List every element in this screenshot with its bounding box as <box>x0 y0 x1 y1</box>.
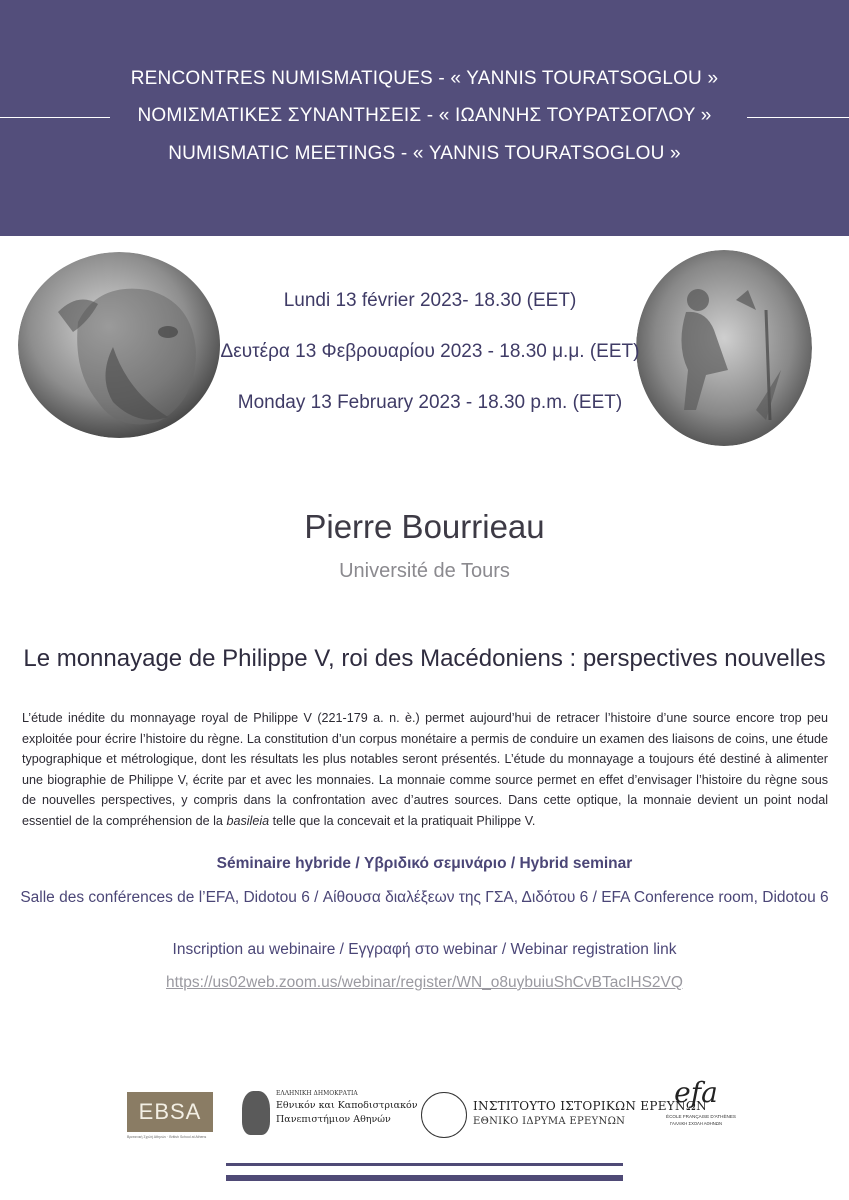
coin-satyr-head-image <box>18 252 221 438</box>
nkua-name-line1: Εθνικόν και Καποδιστριακόν <box>276 1100 418 1111</box>
athena-emblem-icon <box>242 1091 270 1135</box>
speaker-name: Pierre Bourrieau <box>304 508 545 545</box>
registration-label: Inscription au webinaire / Εγγραφή στο webinar / Webinar registration link <box>172 941 677 958</box>
nkua-top-line: ΕΛΛΗΝΙΚΗ ΔΗΜΟΚΡΑΤΙΑ <box>276 1090 358 1097</box>
ihr-seal-icon <box>421 1092 467 1138</box>
efa-logo <box>666 1076 736 1140</box>
talk-abstract <box>22 708 828 832</box>
ebsa-caption: Βρετανική Σχολή Αθηνών · British School at Athens <box>127 1135 207 1139</box>
header-rule-right <box>747 117 849 118</box>
coin-seated-figure-image <box>636 250 812 446</box>
abstract-text-1: L’étude inédite du monnayage royal de Philippe V (221-179 a. n. è.) permet aujourd’hui de retracer l’histoire d’une source encore trop peu exploitée pour écrire l’histoire du règne. La constitution d’un corpus monétaire a permis de conduire un examen des liaisons de coins, une étude typographique et métrologique, dont les résultats les plus notables seront présentés. L’étude du monnayage a toujours été destiné à alimenter une biographie de Philippe V, écrite par et avec les monnaies. La monnaie comme source permet en effet d’envisager l’histoire du règne sous de nouvelles perspectives, y compris dans la confrontation avec d’autres sources. Dans cette optique, la monnaie devient un point nodal essentiel de la compréhension de la <box>22 711 828 828</box>
header-title-gr: ΝΟΜΙΣΜΑΤΙΚΕΣ ΣΥΝΑΝΤΗΣΕΙΣ - « ΙΩΑΝΝΗΣ ΤΟΥΡΑΤΣΟΓΛΟΥ » <box>137 105 712 126</box>
date-en: Monday 13 February 2023 - 18.30 p.m. (EET) <box>237 392 623 413</box>
abstract-text-2: telle que la concevait et la pratiquait Philippe V. <box>269 813 536 828</box>
header-banner <box>0 0 849 236</box>
date-fr: Lundi 13 février 2023- 18.30 (EET) <box>283 290 577 311</box>
abstract-italic-term: basileia <box>226 813 270 828</box>
ihr-name-line1: ΙΝΣΤΙΤΟΥΤΟ ΙΣΤΟΡΙΚΩΝ ΕΡΕΥΝΩΝ <box>473 1099 707 1113</box>
header-title-en: NUMISMATIC MEETINGS - « YANNIS TOURATSOGLOU » <box>168 143 681 164</box>
ebsa-mark: EBSA <box>138 1099 202 1124</box>
seminar-type: Séminaire hybride / Υβριδικό σεμινάριο / Hybrid seminar <box>216 855 633 872</box>
ebsa-logo <box>127 1092 213 1132</box>
footer-rule-bottom <box>226 1175 623 1181</box>
registration-link[interactable]: https://us02web.zoom.us/webinar/register/WN_o8uybuiuShCvBTacIHS2VQ <box>166 974 683 991</box>
header-rule-left <box>0 117 110 118</box>
talk-title: Le monnayage de Philippe V, roi des Macédoniens : perspectives nouvelles <box>23 645 826 672</box>
efa-mark: efa <box>674 1076 718 1109</box>
ihr-name-line2: ΕΘΝΙΚΟ ΙΔΡΥΜΑ ΕΡΕΥΝΩΝ <box>473 1116 626 1127</box>
efa-name-fr: ÉCOLE FRANÇAISE D'ATHÈNES <box>666 1114 736 1119</box>
speaker-affiliation: Université de Tours <box>339 560 510 582</box>
header-title-fr: RENCONTRES NUMISMATIQUES - « YANNIS TOURATSOGLOU » <box>130 68 719 89</box>
footer-rule-top <box>226 1163 623 1166</box>
efa-name-gr: ΓΑΛΛΙΚΗ ΣΧΟΛΗ ΑΘΗΝΩΝ <box>670 1121 722 1126</box>
venue: Salle des conférences de l’EFA, Didotou 6 / Αίθουσα διαλέξεων της ΓΣΑ, Διδότου 6 / EFA Conference room, Didotou 6 <box>20 889 829 906</box>
nkua-logo <box>242 1088 418 1140</box>
nkua-name-line2: Πανεπιστήμιον Αθηνών <box>276 1114 391 1125</box>
date-gr: Δευτέρα 13 Φεβρουαρίου 2023 - 18.30 μ.μ. (EET) <box>220 341 640 362</box>
